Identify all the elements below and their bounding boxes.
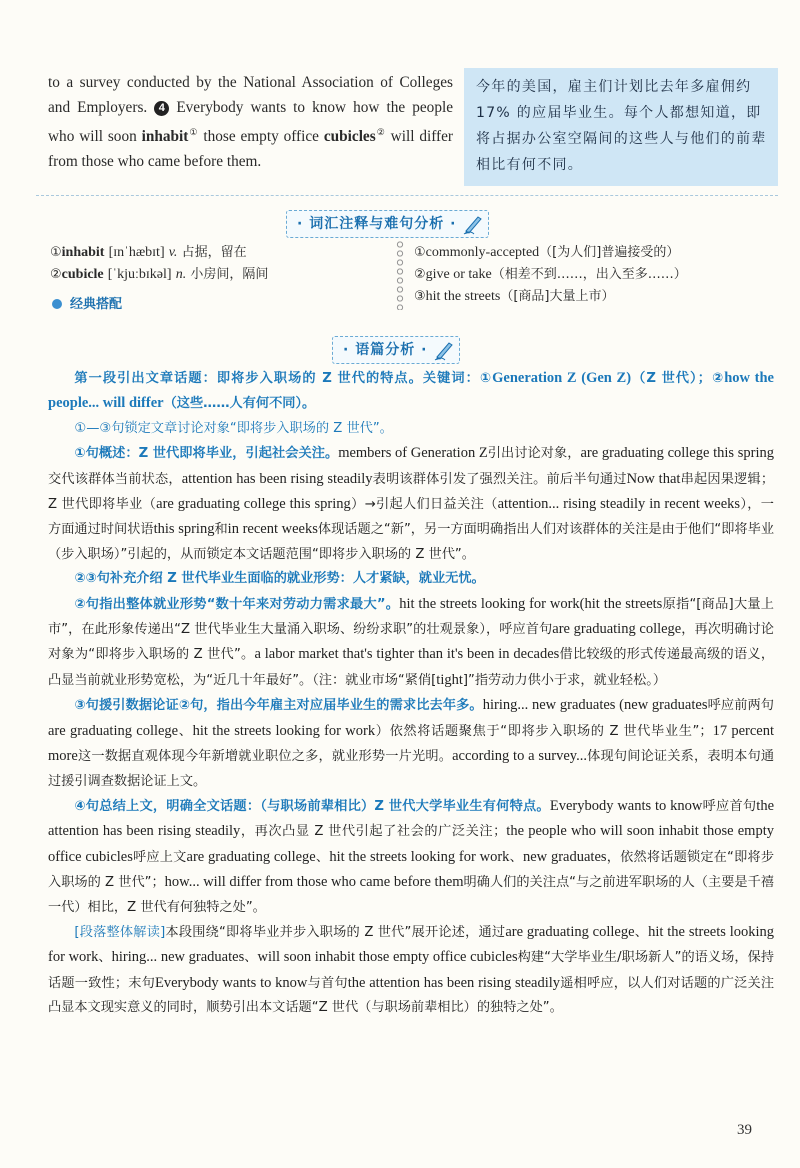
passage-sentence-4a: Everybody wants to know how the people who will soon bbox=[48, 99, 454, 146]
analysis-paragraph-6 bbox=[48, 693, 774, 794]
analysis-section-header bbox=[332, 336, 460, 364]
text-en: how... will differ from those who came before them bbox=[164, 874, 464, 891]
vocab-entry-cubicle bbox=[50, 264, 268, 286]
text: 、 bbox=[315, 849, 330, 865]
vocab-num: ① bbox=[50, 245, 62, 260]
text-en: in recent weeks bbox=[227, 521, 318, 538]
text-en: attention has been rising steadily bbox=[181, 470, 373, 487]
vocab-num: ② bbox=[50, 267, 62, 282]
keyword-inhabit: inhabit bbox=[141, 128, 189, 146]
text-en: 17 percent more bbox=[48, 722, 775, 765]
collocation-entry-3 bbox=[414, 286, 614, 308]
text: ，再次明确讨论对象为“即将步入职场的 Z 世代”。 bbox=[48, 622, 774, 663]
text-en: the attention has been rising steadily bbox=[48, 797, 775, 840]
vocab-phonetic: [ɪnˈhæbɪt] bbox=[108, 245, 165, 260]
text-en: hit the streets looking for work bbox=[48, 923, 774, 966]
footnote-mark-2: ② bbox=[375, 127, 386, 137]
text: 原指“[商品]大量上市”，在此形象传递出“Z 世代毕业生大量涌入职场、纷纷求职”的壮观景象），呼应首句 bbox=[48, 596, 774, 638]
text-en: attention... rising steadily in recent weeks bbox=[497, 496, 741, 513]
text-en: hit the streets looking for work bbox=[329, 848, 510, 865]
text: 体现句间论证关系，表明本句通过援引调查数据论证上文。 bbox=[48, 749, 775, 789]
text: ，再次凸显 Z 世代引起了社会的广泛关注； bbox=[240, 824, 507, 840]
text: ）→引起人们日益关注（ bbox=[350, 497, 498, 513]
passage-sentence-3: to a survey conducted by the National Association of Colleges and Employers. bbox=[48, 74, 453, 116]
text: 和 bbox=[214, 522, 228, 538]
collocation-num: ③ bbox=[414, 289, 426, 304]
text-en: how the people... will differ bbox=[48, 370, 774, 412]
text-en: a labor market that's tighter than it's been in decades bbox=[254, 646, 560, 663]
chain-divider-icon bbox=[396, 240, 404, 310]
text: ）依然将话题聚焦于“即将步入职场的 Z 世代毕业生”； bbox=[375, 723, 713, 739]
vocab-entry-inhabit bbox=[50, 242, 247, 264]
analysis-paragraph-1 bbox=[48, 366, 774, 417]
analysis-paragraph-4: ②③句补充介绍 Z 世代毕业生面临的就业形势：人才紧缺，就业无忧。 bbox=[74, 571, 485, 587]
text: 呼应首句 bbox=[702, 798, 757, 814]
text-en: Now that bbox=[626, 470, 681, 487]
collocation-meaning: （相差不到……，出入至多……） bbox=[491, 267, 687, 282]
vocab-word: cubicle bbox=[61, 267, 104, 282]
text: 、 bbox=[178, 723, 193, 739]
text-en: are graduating college bbox=[505, 923, 635, 940]
text-en: are graduating college bbox=[186, 848, 316, 865]
text: 构建“大学毕业生/职场新人”的语义场，保持话题一致性；末句 bbox=[48, 950, 775, 991]
highlight: ①句概述：Z 世代即将毕业，引起社会关注。 bbox=[74, 446, 339, 462]
collocation-phrase: commonly-accepted bbox=[425, 245, 540, 260]
highlight: ④句总结上文，明确全文话题：（与职场前辈相比）Z 世代大学毕业生有何特点。 bbox=[74, 798, 550, 814]
translation-box: 今年的美国，雇主们计划比去年多雇佣约 17% 的应届毕业生。每个人都想知道，即将占据办公室空隔间的这些人与他们的前辈相比有何不同。 bbox=[464, 68, 778, 186]
sentence-number-badge: 4 bbox=[154, 101, 169, 116]
text-en: are graduating college bbox=[552, 621, 682, 638]
text-en: hit the streets looking for work(hit the streets bbox=[399, 595, 663, 612]
vocab-section-header bbox=[286, 210, 489, 238]
text: （这些……人有何不同）。 bbox=[163, 396, 316, 412]
analysis-section-title: · 语篇分析 · bbox=[343, 342, 428, 358]
text-en: the attention has been rising steadily bbox=[347, 974, 561, 991]
text: 引出讨论对象， bbox=[487, 446, 581, 462]
text-en: hiring... new graduates bbox=[111, 949, 245, 966]
text: 串起因果逻辑；Z 世代即将毕业（ bbox=[48, 471, 775, 513]
text-en: this spring bbox=[153, 521, 215, 538]
analysis-paragraph-3 bbox=[48, 441, 774, 567]
classic-collocation-label bbox=[52, 293, 122, 312]
collocation-phrase: give or take bbox=[425, 267, 492, 282]
vocab-pos: n. bbox=[175, 267, 187, 282]
pen-icon bbox=[462, 213, 484, 235]
text: 体现话题之“新”，另一方面明确指出人们对该群体的关注是由于他们“即将毕业（步入职场）”引起的，从而锁定本文话题范围“即将步入职场的 Z 世代”。 bbox=[48, 522, 775, 562]
text: ，依然将话题锁定在“即将步入职场的 Z 世代”； bbox=[48, 849, 775, 891]
text-en: Everybody wants to know bbox=[155, 974, 308, 991]
vocab-definition: 小房间，隔间 bbox=[190, 267, 269, 282]
collocation-entry-1 bbox=[414, 242, 679, 264]
text-en: are graduating college this spring bbox=[580, 445, 774, 462]
page-number: 39 bbox=[737, 1122, 752, 1138]
text: 、 bbox=[244, 950, 258, 966]
vocab-definition: 占据，留在 bbox=[181, 245, 247, 260]
text: ]”指劳动力供小于求，就业轻松。） bbox=[462, 672, 667, 688]
collocation-meaning: （[商品]大量上市） bbox=[500, 289, 615, 304]
text: 、 bbox=[98, 950, 112, 966]
collocation-entry-2 bbox=[414, 264, 687, 286]
vocab-section-title: · 词汇注释与难句分析 · bbox=[297, 216, 457, 232]
text-en: hit the streets looking for work bbox=[192, 722, 376, 739]
keyword-cubicles: cubicles bbox=[323, 128, 376, 146]
vocab-word: inhabit bbox=[61, 245, 105, 260]
pen-icon bbox=[433, 339, 455, 361]
text-en: according to a survey... bbox=[452, 748, 587, 765]
divider bbox=[36, 195, 778, 196]
footnote-mark-1: ① bbox=[188, 127, 199, 137]
passage-sentence-4b: those empty office bbox=[203, 128, 319, 146]
text: 遥相呼应，以人们对话题的广泛关注凸显本文现实意义的同时，顺势引出本文话题“Z 世代（与职场前辈相比）的独特之处”。 bbox=[48, 975, 775, 1016]
text-en: will soon inhabit those empty office cubicles bbox=[257, 949, 518, 966]
passage-sentence-4c: will differ from those who came before them. bbox=[48, 128, 454, 171]
text-en: hiring... new graduates (new graduates bbox=[482, 697, 708, 714]
text-en: members of Generation Z bbox=[338, 445, 488, 462]
text-en: Generation Z (Gen Z) bbox=[492, 370, 632, 386]
text: 呼应上文 bbox=[132, 849, 187, 865]
collocation-num: ① bbox=[414, 245, 426, 260]
collocation-phrase: hit the streets bbox=[425, 289, 501, 304]
vocab-pos: v. bbox=[168, 245, 178, 260]
analysis-paragraph-2: ①—③句锁定文章讨论对象“即将步入职场的 Z 世代”。 bbox=[74, 420, 393, 436]
collocation-meaning: （[为人们]普遍接受的） bbox=[539, 245, 680, 260]
classic-label-text: 经典搭配 bbox=[70, 297, 123, 312]
text: 呼应前两句 bbox=[707, 698, 774, 714]
bullet-dot-icon bbox=[52, 299, 62, 309]
text-en: the people who will soon inhabit those empty office cubicles bbox=[48, 823, 774, 865]
text: 这一数据直观体现今年新增就业职位之多，就业形势一片光明。 bbox=[77, 749, 453, 765]
text: 表明该群体引发了强烈关注。前后半句通过 bbox=[372, 471, 627, 487]
analysis-paragraph-7 bbox=[48, 794, 774, 920]
text-en: new graduates bbox=[523, 848, 607, 865]
text: 与首句 bbox=[307, 975, 348, 991]
paragraph-summary-label: [段落整体解读] bbox=[74, 924, 166, 940]
text: 、 bbox=[634, 924, 649, 940]
text: 明确人们的关注点“与之前进军职场的人（主要是千禧一代）相比，Z 世代有何独特之处”。 bbox=[48, 875, 774, 915]
text-en: tight bbox=[436, 671, 463, 688]
text: ），一方面通过时间状语 bbox=[48, 497, 774, 538]
vocab-phonetic: [ˈkjuːbɪkəl] bbox=[107, 267, 172, 282]
text-en: are graduating college bbox=[48, 722, 179, 739]
analysis-paragraph-5 bbox=[48, 592, 774, 694]
english-passage bbox=[48, 70, 453, 174]
text-en: are graduating college this spring bbox=[156, 496, 351, 513]
highlight: ③句援引数据论证②句，指出今年雇主对应届毕业生的需求比去年多。 bbox=[74, 698, 483, 714]
text: 第一段引出文章话题：即将步入职场的 Z 世代的特点。关键词：① bbox=[74, 371, 493, 386]
analysis-paragraph-8 bbox=[48, 920, 774, 1021]
text: 交代该群体当前状态， bbox=[48, 471, 182, 487]
highlight: ②句指出整体就业形势“数十年来对劳动力需求最大”。 bbox=[74, 596, 400, 612]
discourse-analysis bbox=[48, 366, 774, 1021]
text: （Z 世代）；② bbox=[631, 371, 725, 386]
text-en: Everybody wants to know bbox=[549, 797, 703, 814]
text: 本段围绕“即将毕业并步入职场的 Z 世代”展开论述，通过 bbox=[165, 924, 506, 940]
text: 、 bbox=[509, 849, 523, 865]
text: 借比较级的形式传递最高级的语义，凸显当前就业形势宽松，为“近几十年最好”。（注：就业市场“紧俏[ bbox=[48, 647, 775, 688]
collocation-num: ② bbox=[414, 267, 426, 282]
